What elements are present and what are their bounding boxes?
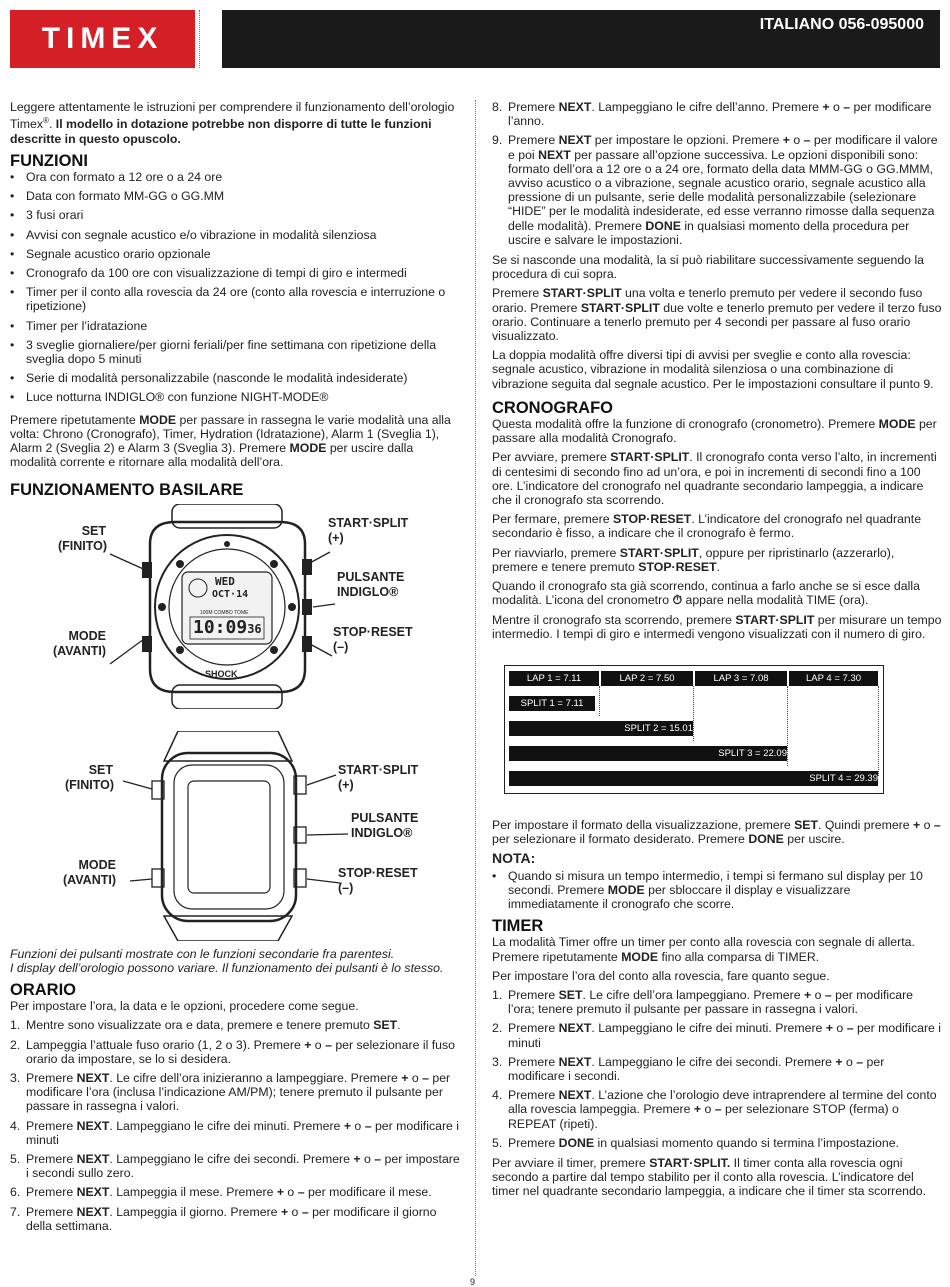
square-watch-diagram: [10, 731, 460, 941]
start-split-label: START·SPLIT (+): [328, 515, 409, 545]
page-number: 9: [470, 1277, 476, 1287]
step-item: 3. Premere NEXT. Le cifre dell’ora inizieranno a lampeggiare. Premere + o – per modificare l’ora (inclusa l’indicazione AM/PM); tenere premuto il pulsante per passare in rassegna i valori.: [10, 1070, 451, 1114]
crono-paragraph-6: Mentre il cronografo sta scorrendo, premere START·SPLIT per misurare un tempo intermedio. I tempi di giro e intermedi vengono visualizzati con il numero di giro.: [492, 612, 942, 641]
orario-steps-continued: [492, 100, 942, 247]
display-format-paragraph: Per impostare il formato della visualizzazione, premere SET. Quindi premere + o – per selezionare il formato desiderato. Premere DONE per uscire.: [492, 817, 941, 847]
step-item: 7. Premere NEXT. Lampeggia il giorno. Premere + o – per modificare il giorno della settimana.: [10, 1204, 437, 1233]
step-item: 2. Lampeggia l’attuale fuso orario (1, 2 o 3). Premere + o – per selezionare il fuso orario da impostare, se lo si desidera.: [10, 1037, 455, 1066]
feature-item: • Luce notturna INDIGLO® con funzione NIGHT-MODE®: [10, 390, 460, 404]
basilare-title: FUNZIONAMENTO BASILARE: [10, 481, 244, 500]
feature-item: • 3 fusi orari: [10, 208, 460, 222]
lcd-time: 10:0936: [193, 616, 262, 638]
feature-item: • Segnale acustico orario opzionale: [10, 247, 460, 261]
feature-item: • Timer per l’idratazione: [10, 319, 460, 333]
step-item: 4. Premere NEXT. Lampeggiano le cifre dei minuti. Premere + o – per modificare i minuti: [10, 1118, 460, 1147]
orario-steps: [10, 1018, 460, 1233]
step-item: 1. Premere SET. Le cifre dell’ora lampeggiano. Premere + o – per modificare l’ora; tenere premuto il pulsante per passare in rassegna i valori.: [492, 987, 914, 1017]
set-label: SET (FINITO): [58, 523, 108, 553]
nota-list: [492, 869, 942, 912]
crono-paragraph-1: Questa modalità offre la funzione di cronografo (cronometro). Premere MODE per passare alla modalità Cronografo.: [492, 417, 937, 446]
feature-item: • Cronografo da 100 ore con visualizzazione di tempi di giro e intermedi: [10, 266, 460, 280]
features-list: [10, 170, 460, 405]
step-item: 5. Premere NEXT. Lampeggiano le cifre dei secondi. Premere + o – per impostare i secondi sullo zero.: [10, 1152, 460, 1181]
set-label-2: SET (FINITO): [65, 762, 115, 792]
time-zone-paragraph: Premere START·SPLIT una volta e tenerlo premuto per vedere il secondo fuso orario. Premere START·SPLIT due volte e tenerlo premuto per vedere il terzo fuso orario. Continuare a tenerlo premuto per 4 secondi per passare al fuso orario visualizzato.: [492, 286, 942, 344]
lap-1-bar: LAP 1 = 7.11: [509, 671, 599, 686]
stop-reset-label: STOP·RESET (–): [333, 624, 413, 654]
indiglo-label-2: PULSANTE INDIGLO®: [351, 810, 419, 840]
step-item: 1. Mentre sono visualizzate ora e data, premere e tenere premuto SET.: [10, 1018, 401, 1033]
step-item: 6. Premere NEXT. Lampeggia il mese. Premere + o – per modificare il mese.: [10, 1185, 432, 1200]
step-item: 5. Premere DONE in qualsiasi momento quando si termina l’impostazione.: [492, 1135, 899, 1150]
step-item: 9. Premere NEXT per impostare le opzioni. Premere + o – per modificare il valore e poi NEXT per passare all’opzione successiva. Le opzioni disponibili sono: formato dell’ora a 12 ore o a 24 ore, formato della data MMM-GG o GG.MMM, avviso acustico o a vibrazione, segnale acustico orario, segnale acustico alla pressione di un pulsante, serie delle modalità personalizzabile (selezionare “HIDE” per le modalità indesiderate, ed esse verranno rimosse dalla sequenza delle modalità). Premere DONE in qualsiasi momento della procedura per uscire e salvare le impostazioni.: [492, 133, 938, 247]
orario-title: ORARIO: [10, 980, 76, 999]
funzioni-title: FUNZIONI: [10, 151, 88, 170]
diagram-caption: Funzioni dei pulsanti mostrate con le funzioni secondarie fra parentesi. I display dell’orologio possono variare. Il funzionamento dei pulsanti è lo stesso.: [10, 946, 444, 975]
timex-logo: TIMEX: [10, 10, 195, 68]
feature-item: • Ora con formato a 12 ore o a 24 ore: [10, 170, 460, 184]
split-2-bar: SPLIT 2 = 15.01: [509, 721, 693, 736]
lcd-subtext: 100M COMBO TOME: [200, 609, 249, 616]
feature-item: • 3 sveglie giornaliere/per giorni feriali/per fine settimana con ripetizione della sveglia dopo 5 minuti: [10, 338, 460, 366]
hide-mode-paragraph: Se si nasconde una modalità, la si può riabilitare successivamente seguendo la procedura di cui sopra.: [492, 253, 925, 282]
timer-steps: [492, 988, 942, 1150]
step-item: 3. Premere NEXT. Lampeggiano le cifre dei secondi. Premere + o – per modificare i secondi.: [492, 1054, 885, 1083]
step-item: 2. Premere NEXT. Lampeggiano le cifre dei minuti. Premere + o – per modificare i minuti: [492, 1021, 942, 1050]
mode-label-2: MODE (AVANTI): [63, 857, 116, 887]
lcd-date: OCT·14: [212, 588, 249, 600]
feature-item: • Serie di modalità personalizzabile (nasconde le modalità indesiderate): [10, 371, 460, 385]
lap-split-diagram: [504, 665, 884, 794]
split-4-bar: SPLIT 4 = 29.39: [509, 771, 878, 786]
feature-item: • Avvisi con segnale acustico e/o vibrazione in modalità silenziosa: [10, 228, 460, 242]
feature-item: • Data con formato MM-GG o GG.MM: [10, 189, 460, 203]
column-divider: [475, 100, 476, 1276]
lap-2-bar: LAP 2 = 7.50: [601, 671, 693, 686]
start-split-label-2: START·SPLIT (+): [338, 762, 419, 792]
header-title: ITALIANO 056-095000: [759, 16, 924, 33]
shock-mark: SHOCK: [205, 668, 238, 679]
nota-item: • Quando si misura un tempo intermedio, i tempi si fermano sul display per 10 secondi. Premere MODE per sbloccare il display e visualizzare immediatamente il cronografo che scorre.: [492, 869, 942, 912]
mode-paragraph: Premere ripetutamente MODE per passare in rassegna le varie modalità una alla volta: Chrono (Cronografo), Timer, Hydration (Idratazione), Alarm 1 (Sveglia 1), Alarm 2 (Sveglia 2) e Alarm 3 (Sveglia 3). Premere MODE per uscire dalla modalità corrente e ritornare alla modalità dell’ora.: [10, 412, 451, 470]
crono-title: CRONOGRAFO: [492, 398, 613, 417]
timer-title: TIMER: [492, 917, 544, 936]
orario-intro: Per impostare l’ora, la data e le opzioni, procedere come segue.: [10, 999, 359, 1014]
timer-paragraph-1: La modalità Timer offre un timer per conto alla rovescia con segnale di allerta. Premere ripetutamente MODE fino alla comparsa di TIMER.: [492, 935, 915, 964]
lap-4-bar: LAP 4 = 7.30: [789, 671, 878, 686]
right-column: [492, 100, 942, 1204]
timer-paragraph-2: Per impostare l’ora del conto alla rovescia, fare quanto segue.: [492, 968, 830, 983]
split-3-bar: SPLIT 3 = 22.09: [509, 746, 787, 761]
lap-3-bar: LAP 3 = 7.08: [695, 671, 787, 686]
step-item: 8. Premere NEXT. Lampeggiano le cifre dell’anno. Premere + o – per modificare l’anno.: [492, 100, 932, 129]
header-bar: [222, 10, 940, 68]
crono-paragraph-2: Per avviare, premere START·SPLIT. Il cronografo conta verso l’alto, in incrementi di centesimi di secondo fino ad un’ora, e poi in incrementi di secondi fino a 100 ore. L’indicatore del cronografo nel quadrante secondario lampeggia, a indicare che il cronografo sta scorrendo.: [492, 450, 937, 508]
nota-title: NOTA:: [492, 850, 536, 867]
split-1-bar: SPLIT 1 = 7.11: [509, 696, 595, 711]
round-watch-diagram: [10, 504, 460, 709]
crono-paragraph-4: Per riavviarlo, premere START·SPLIT, oppure per ripristinarlo (azzerarlo), premere e tenere premuto STOP·RESET.: [492, 545, 895, 574]
stop-reset-label-2: STOP·RESET (–): [338, 865, 418, 895]
timer-paragraph-3: Per avviare il timer, premere START·SPLIT. Il timer conta alla rovescia ogni secondo a partire dal tempo stabilito per il conto alla rovescia. L’indicatore del timer nel quadrante secondario lampeggia, a indicare che il timer sta scorrendo.: [492, 1155, 927, 1199]
left-column: [10, 100, 460, 1239]
intro-paragraph: Leggere attentamente le istruzioni per comprendere il funzionamento dell’orologio Timex®. Il modello in dotazione potrebbe non disporre di tutte le funzioni descritte in questo opuscolo.: [10, 100, 455, 146]
crono-paragraph-3: Per fermare, premere STOP·RESET. L’indicatore del cronografo nel quadrante secondario è fisso, a indicare che il cronografo è fermo.: [492, 512, 922, 541]
crono-paragraph-5: Quando il cronografo sta già scorrendo, continua a farlo anche se si esce dalla modalità. L’icona del cronometro ⏱ appare nella modalità TIME (ora).: [492, 579, 920, 608]
divider-dotted: [199, 10, 200, 68]
step-item: 4. Premere NEXT. L’azione che l’orologio deve intraprendere al termine del conto alla rovescia lampeggia. Premere + o – per selezionare STOP (ferma) o REPEAT (ripeti).: [492, 1088, 937, 1131]
feature-item: • Timer per il conto alla rovescia da 24 ore (conto alla rovescia e interruzione o ripetizione): [10, 285, 460, 313]
lcd-day: WED: [215, 574, 235, 588]
alert-paragraph: La doppia modalità offre diversi tipi di avvisi per sveglie e conto alla rovescia: segnale acustico, vibrazione in modalità silenziosa o una combinazione di vibrazione seguita dal segnale acustico. Per le impostazioni consultare il punto 9.: [492, 348, 934, 391]
mode-label: MODE (AVANTI): [53, 628, 106, 658]
indiglo-label: PULSANTE INDIGLO®: [337, 569, 405, 599]
